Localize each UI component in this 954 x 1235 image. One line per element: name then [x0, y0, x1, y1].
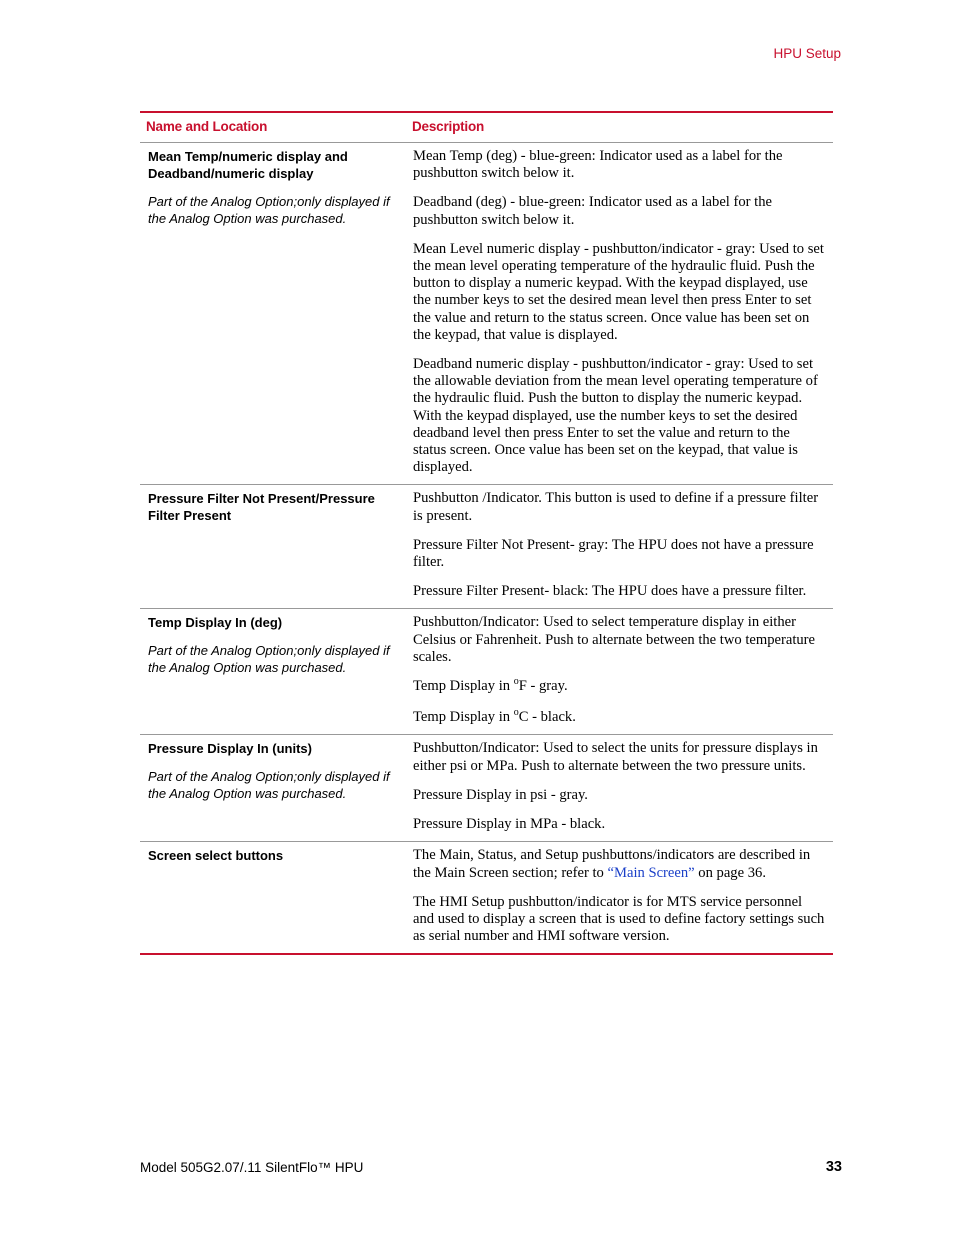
- description-paragraph: Pressure Filter Not Present- gray: The HPU does not have a pressure filter.: [413, 536, 814, 571]
- table-row: [140, 143, 833, 485]
- page-number: 33: [825, 1159, 842, 1175]
- row-description-cell: [406, 735, 833, 842]
- table-row: [140, 485, 833, 609]
- row-name-cell: [140, 609, 406, 735]
- text-run: Temp Display in: [413, 678, 514, 695]
- description-paragraph: [413, 847, 825, 881]
- table-row: [140, 842, 833, 954]
- row-name-cell: [140, 485, 406, 609]
- row-name-cell: [140, 842, 406, 954]
- description-paragraph: Pushbutton/Indicator: Used to select the units for pressure displays in either psi or MPa. Push to alternate between the two pressure units.: [413, 740, 818, 774]
- text-run: Temp Display in: [413, 709, 514, 726]
- row-name: Mean Temp/numeric display and Deadband/numeric display: [148, 149, 348, 181]
- description-paragraph: Pressure Display in psi - gray.: [413, 786, 588, 803]
- row-name: Pressure Display In (units): [148, 741, 312, 757]
- text-run: F - gray.: [518, 678, 568, 695]
- row-description-cell: [406, 143, 833, 485]
- row-note: Part of the Analog Option;only displayed if the Analog Option was purchased.: [148, 643, 390, 676]
- row-name: Temp Display In (deg): [148, 615, 283, 631]
- description-paragraph: The HMI Setup pushbutton/indicator is for MTS service personnel and used to display a screen that is used to define factory settings such as serial number and HMI software version.: [413, 893, 825, 945]
- degree-mark: o: [513, 676, 519, 688]
- description-paragraph: Deadband numeric display - pushbutton/indicator - gray: Used to set the allowable deviation from the mean level operating temperature of the hydraulic fluid. Push the button to display the numeric keypad. With the keypad displayed, use the number keys to set the desired deadband level then press Enter to set the value and return to the status screen. Once value has been set on the keypad, that value is displayed.: [413, 356, 818, 476]
- description-paragraph: Mean Temp (deg) - blue-green: Indicator used as a label for the pushbutton switch below it.: [413, 148, 783, 182]
- column-header-name: Name and Location: [140, 113, 406, 143]
- row-description-cell: [406, 609, 833, 735]
- row-name-cell: [140, 143, 406, 485]
- footer-model: Model 505G2.07/.11 SilentFlo™ HPU: [140, 1160, 364, 1175]
- degree-mark: o: [513, 707, 519, 719]
- column-header-description: Description: [406, 113, 833, 143]
- row-description-cell: [406, 485, 833, 609]
- description-paragraph: Deadband (deg) - blue-green: Indicator used as a label for the pushbutton switch below it.: [413, 194, 773, 228]
- fahrenheit-paragraph: [413, 678, 825, 695]
- row-name-cell: [140, 735, 406, 842]
- table-header-row: [140, 113, 833, 143]
- description-paragraph: Mean Level numeric display - pushbutton/indicator - gray: Used to set the mean level operating temperature of the hydraulic fluid. Push the button to display a numeric keypad. With the keypad displayed, use the number keys to set the desired mean level then press Enter to set the value and return to the status screen. Once value has been set on the keypad, that value is displayed.: [413, 240, 824, 343]
- description-paragraph: Pressure Filter Present- black: The HPU does have a pressure filter.: [413, 583, 807, 600]
- text-run: on page 36.: [694, 864, 766, 881]
- text-run: C - black.: [518, 709, 576, 726]
- row-description-cell: [406, 842, 833, 954]
- main-screen-link[interactable]: “Main Screen”: [607, 864, 695, 881]
- description-paragraph: Pushbutton/Indicator: Used to select temperature display in either Celsius or Fahrenheit. Push to alternate between the two temperature scales.: [413, 614, 816, 665]
- table-row: [140, 735, 833, 842]
- row-name: Screen select buttons: [148, 848, 284, 864]
- row-note: Part of the Analog Option;only displayed if the Analog Option was purchased.: [148, 194, 390, 226]
- description-paragraph: Pushbutton /Indicator. This button is used to define if a pressure filter is present.: [413, 490, 819, 524]
- celsius-paragraph: [413, 709, 825, 726]
- row-name: Pressure Filter Not Present/Pressure Filter Present: [148, 491, 375, 524]
- table-row: [140, 609, 833, 735]
- row-note: Part of the Analog Option;only displayed if the Analog Option was purchased.: [148, 769, 390, 802]
- description-paragraph: Pressure Display in MPa - black.: [413, 816, 606, 833]
- text-run: The Main, Status, and Setup pushbuttons/indicators are described in the Main Screen section; refer to: [413, 847, 811, 881]
- running-header-section: HPU Setup: [773, 46, 841, 61]
- controls-table: [140, 111, 833, 955]
